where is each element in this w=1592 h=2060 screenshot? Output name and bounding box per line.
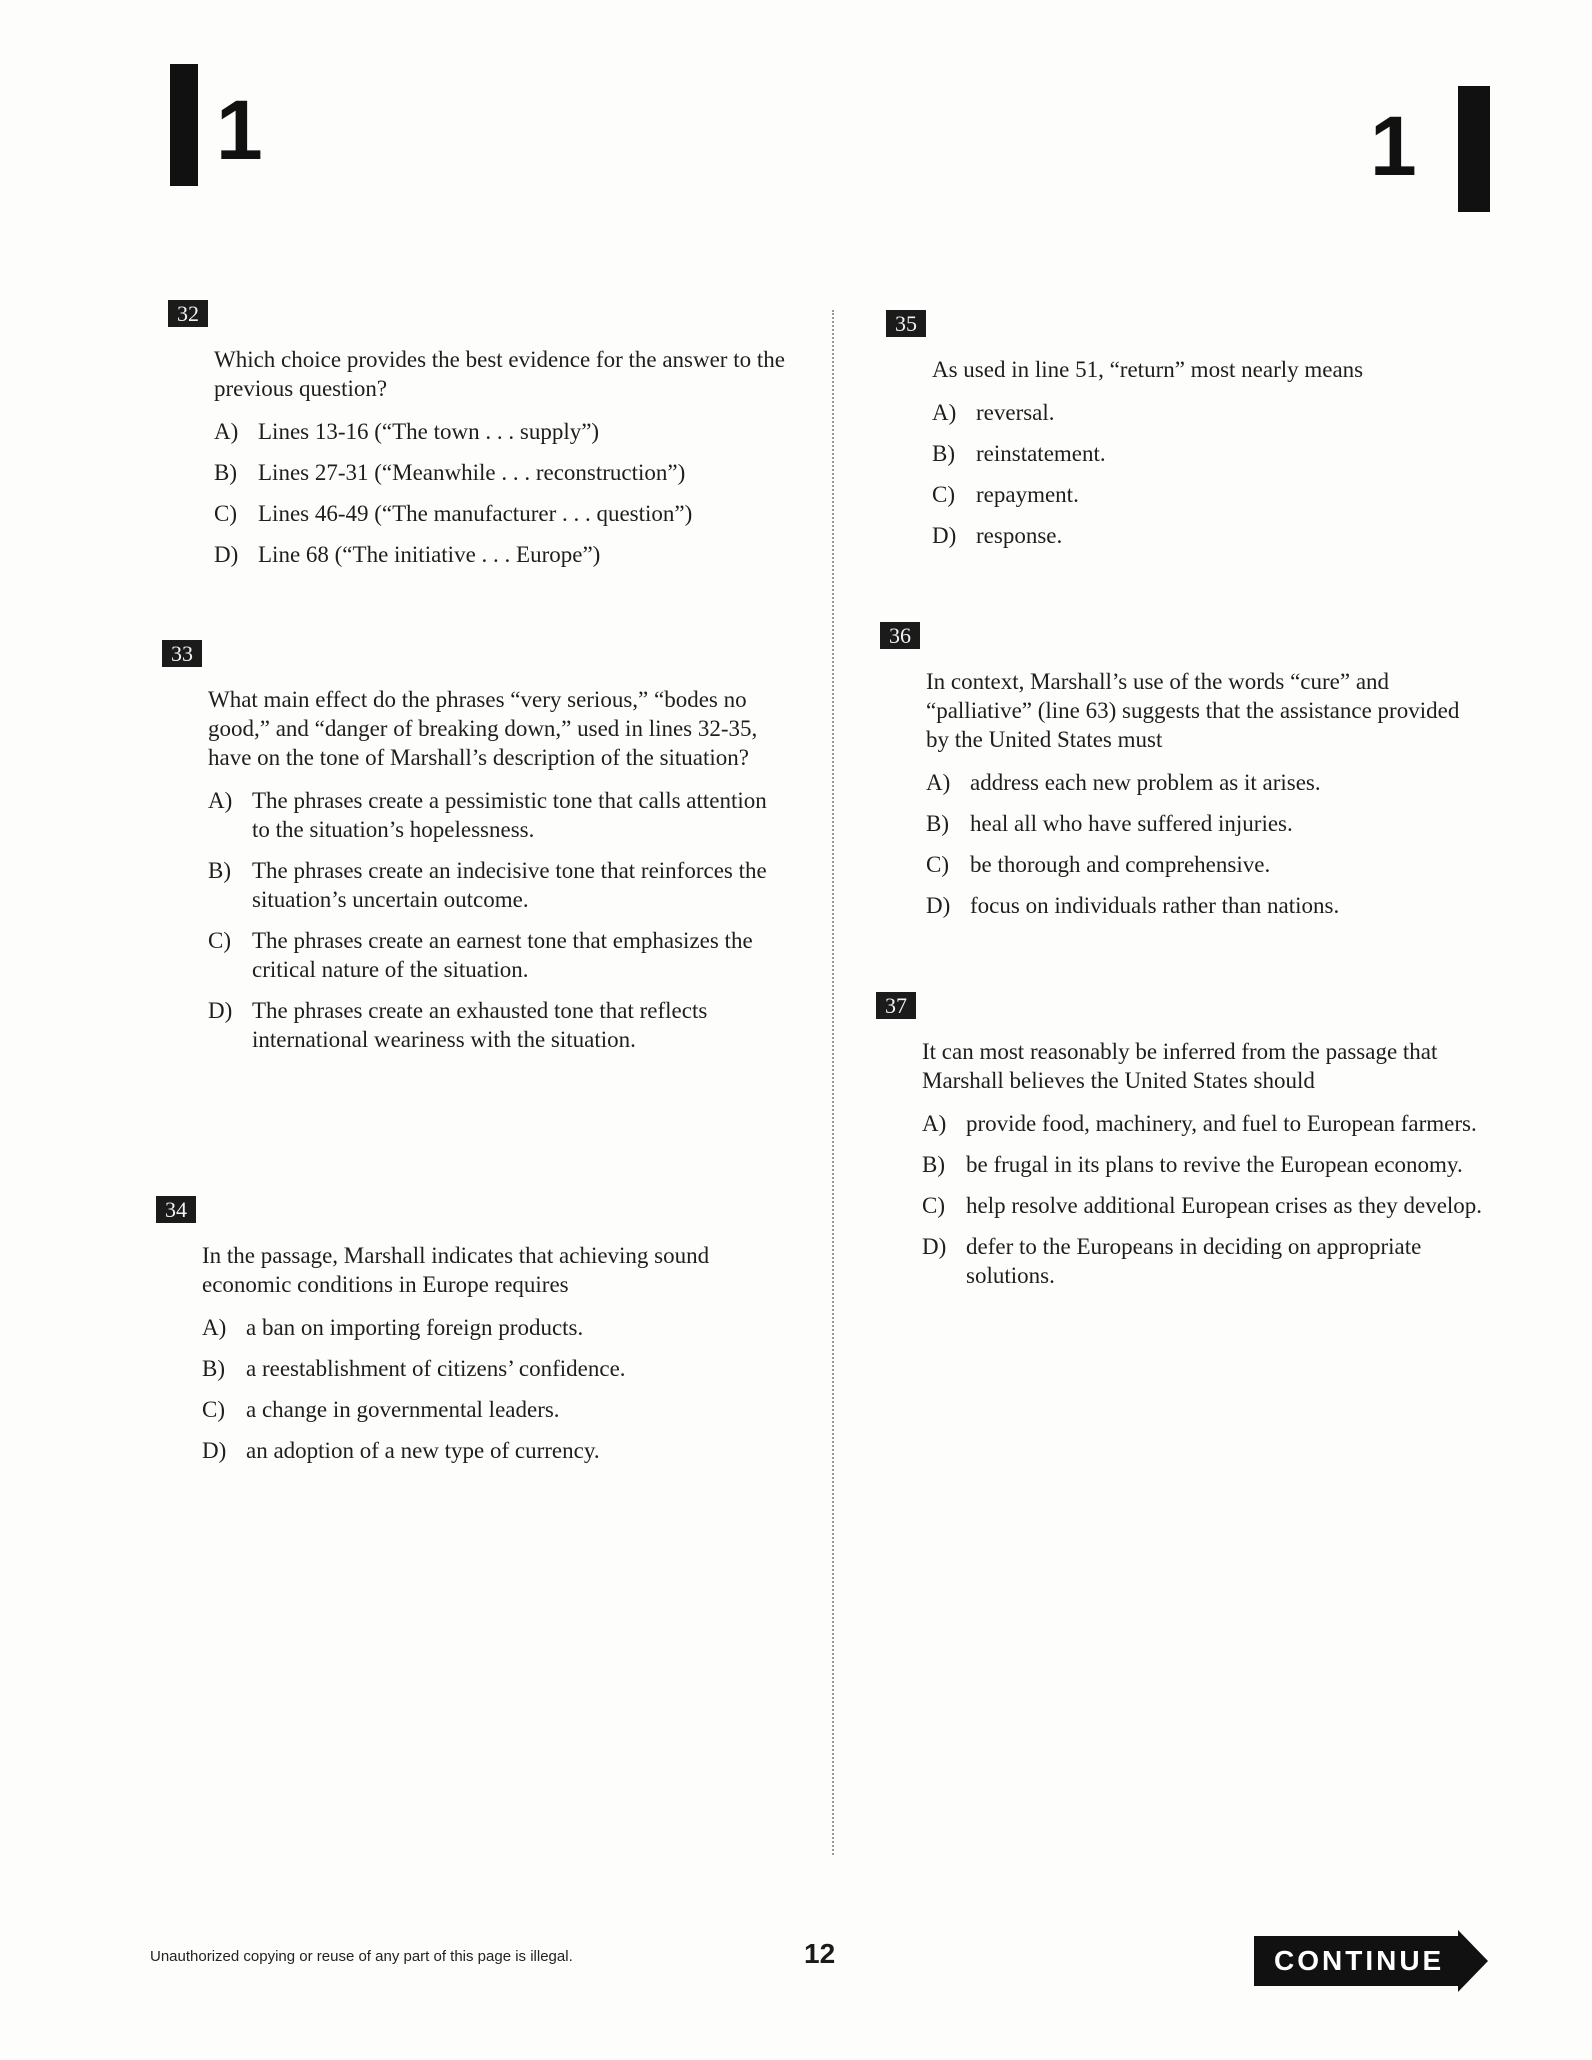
answer-choice-b[interactable] — [932, 439, 1476, 468]
choice-letter: B) — [208, 858, 231, 883]
question-number: 33 — [162, 640, 202, 667]
choice-text: Line 68 (“The initiative . . . Europe”) — [258, 542, 601, 567]
choice-letter: D) — [926, 893, 951, 918]
question-32 — [168, 300, 788, 581]
choice-text: a reestablishment of citizens’ confidence. — [246, 1356, 626, 1381]
question-35 — [886, 310, 1476, 562]
answer-choice-c[interactable] — [922, 1191, 1486, 1220]
answer-choice-b[interactable] — [926, 809, 1480, 838]
choice-text: focus on individuals rather than nations. — [970, 893, 1340, 918]
answer-choices — [208, 786, 782, 1054]
question-36 — [880, 622, 1480, 932]
choice-letter: A) — [926, 770, 951, 795]
answer-choice-c[interactable] — [214, 499, 788, 528]
choice-text: response. — [976, 523, 1063, 548]
continue-label: CONTINUE — [1254, 1936, 1458, 1986]
choice-text: Lines 27-31 (“Meanwhile . . . reconstruction”) — [258, 460, 686, 485]
choice-letter: A) — [208, 788, 233, 813]
answer-choice-c[interactable] — [926, 850, 1480, 879]
choice-letter: B) — [922, 1152, 945, 1177]
choice-letter: A) — [932, 400, 957, 425]
choice-text: a change in governmental leaders. — [246, 1397, 560, 1422]
answer-choice-a[interactable] — [932, 398, 1476, 427]
choice-letter: A) — [214, 419, 239, 444]
answer-choice-b[interactable] — [208, 856, 782, 914]
copyright-notice: Unauthorized copying or reuse of any part of this page is illegal. — [150, 1948, 573, 1965]
answer-choices — [932, 398, 1476, 550]
choice-letter: B) — [932, 441, 955, 466]
choice-text: an adoption of a new type of currency. — [246, 1438, 600, 1463]
choice-text: The phrases create a pessimistic tone that calls attention to the situation’s hopelessness. — [252, 788, 767, 842]
choice-letter: C) — [926, 852, 949, 877]
choice-text: a ban on importing foreign products. — [246, 1315, 584, 1340]
question-stem: It can most reasonably be inferred from the passage that Marshall believes the United States should — [922, 1039, 1438, 1093]
answer-choice-d[interactable] — [202, 1436, 776, 1465]
answer-choice-b[interactable] — [922, 1150, 1486, 1179]
choice-letter: D) — [208, 998, 233, 1023]
choice-letter: D) — [202, 1438, 227, 1463]
question-34 — [156, 1196, 776, 1477]
choice-text: be frugal in its plans to revive the European economy. — [966, 1152, 1463, 1177]
answer-choice-c[interactable] — [208, 926, 782, 984]
choice-text: repayment. — [976, 482, 1079, 507]
choice-text: help resolve additional European crises as they develop. — [966, 1193, 1483, 1218]
question-33 — [162, 640, 782, 1066]
question-stem: Which choice provides the best evidence for the answer to the previous question? — [214, 347, 785, 401]
answer-choice-c[interactable] — [202, 1395, 776, 1424]
answer-choice-a[interactable] — [208, 786, 782, 844]
answer-choice-b[interactable] — [214, 458, 788, 487]
question-stem: In context, Marshall’s use of the words “cure” and “palliative” (line 63) suggests that the assistance provided by the United States must — [926, 669, 1460, 752]
choice-letter: C) — [202, 1397, 225, 1422]
section-bar-right — [1458, 86, 1490, 212]
answer-choice-c[interactable] — [932, 480, 1476, 509]
choice-letter: C) — [214, 501, 237, 526]
question-stem: What main effect do the phrases “very serious,” “bodes no good,” and “danger of breaking down,” used in lines 32-35, have on the tone of Marshall’s description of the situation? — [208, 687, 758, 770]
choice-letter: D) — [922, 1234, 947, 1259]
choice-text: address each new problem as it arises. — [970, 770, 1321, 795]
answer-choices — [926, 768, 1480, 920]
section-number-right: 1 — [1370, 99, 1417, 193]
choice-text: Lines 13-16 (“The town . . . supply”) — [258, 419, 600, 444]
choice-text: The phrases create an earnest tone that emphasizes the critical nature of the situation. — [252, 928, 753, 982]
continue-button[interactable] — [1254, 1930, 1488, 1992]
answer-choice-d[interactable] — [214, 540, 788, 569]
choice-letter: A) — [922, 1111, 947, 1136]
choice-text: The phrases create an exhausted tone that reflects international weariness with the situation. — [252, 998, 708, 1052]
answer-choice-a[interactable] — [926, 768, 1480, 797]
choice-text: provide food, machinery, and fuel to European farmers. — [966, 1111, 1477, 1136]
choice-text: Lines 46-49 (“The manufacturer . . . question”) — [258, 501, 693, 526]
question-number: 36 — [880, 622, 920, 649]
answer-choices — [202, 1313, 776, 1465]
answer-choices — [922, 1109, 1486, 1290]
section-bar-left — [170, 64, 198, 186]
choice-text: reversal. — [976, 400, 1055, 425]
choice-letter: B) — [926, 811, 949, 836]
question-stem: In the passage, Marshall indicates that achieving sound economic conditions in Europe requires — [202, 1243, 710, 1297]
choice-letter: D) — [932, 523, 957, 548]
choice-letter: A) — [202, 1315, 227, 1340]
answer-choice-b[interactable] — [202, 1354, 776, 1383]
choice-letter: C) — [922, 1193, 945, 1218]
answer-choice-d[interactable] — [922, 1232, 1486, 1290]
choice-text: reinstatement. — [976, 441, 1106, 466]
question-number: 35 — [886, 310, 926, 337]
page-number: 12 — [804, 1938, 836, 1969]
choice-letter: D) — [214, 542, 239, 567]
choice-letter: C) — [932, 482, 955, 507]
column-divider — [832, 310, 834, 1855]
arrow-right-icon — [1458, 1930, 1488, 1992]
question-number: 34 — [156, 1196, 196, 1223]
choice-text: The phrases create an indecisive tone that reinforces the situation’s uncertain outcome. — [252, 858, 767, 912]
answer-choice-a[interactable] — [214, 417, 788, 446]
section-number-left: 1 — [216, 83, 263, 177]
question-number: 32 — [168, 300, 208, 327]
question-37 — [876, 992, 1486, 1302]
answer-choice-a[interactable] — [922, 1109, 1486, 1138]
answer-choice-d[interactable] — [932, 521, 1476, 550]
choice-letter: B) — [202, 1356, 225, 1381]
question-number: 37 — [876, 992, 916, 1019]
answer-choice-a[interactable] — [202, 1313, 776, 1342]
answer-choice-d[interactable] — [926, 891, 1480, 920]
choice-text: heal all who have suffered injuries. — [970, 811, 1293, 836]
question-stem: As used in line 51, “return” most nearly means — [932, 357, 1364, 382]
choice-text: be thorough and comprehensive. — [970, 852, 1271, 877]
choice-letter: B) — [214, 460, 237, 485]
choice-text: defer to the Europeans in deciding on appropriate solutions. — [966, 1234, 1422, 1288]
answer-choice-d[interactable] — [208, 996, 782, 1054]
answer-choices — [214, 417, 788, 569]
choice-letter: C) — [208, 928, 231, 953]
